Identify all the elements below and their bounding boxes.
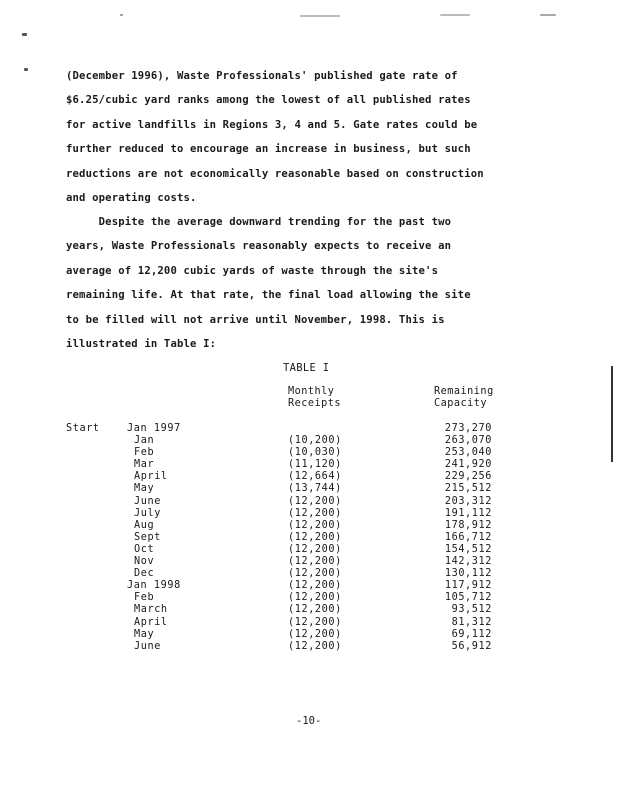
row-remaining-capacity: 178,912 — [444, 519, 492, 531]
scan-artifact — [24, 68, 28, 71]
paragraph-gate-rates — [66, 64, 548, 210]
row-remaining-capacity: 241,920 — [444, 459, 492, 471]
table-row — [0, 447, 630, 459]
row-monthly-receipts: (12,200) — [288, 640, 342, 652]
row-monthly-receipts: (12,200) — [288, 543, 342, 555]
row-remaining-capacity: 203,312 — [444, 495, 492, 507]
row-start-label: Start — [66, 423, 100, 434]
scan-artifact — [120, 14, 123, 16]
row-month: Jan — [134, 435, 155, 447]
row-monthly-receipts: (12,200) — [288, 592, 342, 604]
table-row — [0, 544, 630, 556]
row-monthly-receipts: (12,200) — [288, 519, 342, 531]
row-month: May — [134, 483, 155, 495]
row-monthly-receipts: (10,200) — [288, 435, 342, 447]
capacity-table — [0, 423, 630, 653]
row-monthly-receipts: (12,200) — [288, 507, 342, 519]
text-line: further reduced to encourage an increase in business, but such — [66, 143, 471, 156]
row-month: Oct — [134, 543, 155, 555]
row-remaining-capacity: 215,512 — [444, 483, 492, 495]
row-month: May — [134, 628, 155, 640]
row-monthly-receipts: (13,744) — [288, 483, 342, 495]
row-month: Jan 1997 — [127, 423, 181, 434]
row-remaining-capacity: 81,312 — [451, 616, 492, 628]
table-row — [0, 483, 630, 495]
text-line: reductions are not economically reasonable based on construction — [66, 167, 484, 180]
text-line: remaining life. At that rate, the final load allowing the site — [66, 289, 471, 302]
text-line: years, Waste Professionals reasonably expects to receive an — [66, 240, 452, 253]
table-row — [0, 641, 630, 653]
row-month: Mar — [134, 459, 155, 471]
row-remaining-capacity: 154,512 — [444, 543, 492, 555]
row-monthly-receipts: (12,200) — [288, 616, 342, 628]
text-line: to be filled will not arrive until November, 1998. This is — [66, 313, 445, 326]
text-line: average of 12,200 cubic yards of waste through the site's — [66, 264, 439, 277]
row-monthly-receipts: (12,200) — [288, 556, 342, 568]
row-month: Feb — [134, 447, 155, 459]
table-row — [0, 459, 630, 471]
text-line: (December 1996), Waste Professionals' published gate rate of — [66, 70, 458, 82]
table-row — [0, 435, 630, 447]
row-remaining-capacity: 253,040 — [444, 447, 492, 459]
scan-artifact — [440, 14, 470, 16]
row-month: April — [134, 471, 168, 483]
row-remaining-capacity: 93,512 — [451, 604, 492, 616]
table-row — [0, 423, 630, 435]
table-title: TABLE I — [283, 362, 330, 374]
row-monthly-receipts: (12,200) — [288, 568, 342, 580]
row-remaining-capacity: 273,270 — [444, 423, 492, 434]
column-header-receipts — [288, 386, 341, 410]
row-month: Feb — [134, 592, 155, 604]
table-row — [0, 520, 630, 532]
text-line: illustrated in Table I: — [66, 338, 217, 351]
row-monthly-receipts: (11,120) — [288, 459, 342, 471]
text-line: and operating costs. — [66, 192, 197, 205]
row-remaining-capacity: 56,912 — [451, 640, 492, 652]
paragraph-projection — [66, 210, 548, 356]
row-remaining-capacity: 142,312 — [444, 556, 492, 568]
row-month: Aug — [134, 519, 155, 531]
text-line: for active landfills in Regions 3, 4 and 5. Gate rates could be — [66, 118, 478, 131]
row-monthly-receipts: (10,030) — [288, 447, 342, 459]
row-month: March — [134, 604, 168, 616]
header-line: Monthly — [288, 386, 335, 397]
table-row — [0, 532, 630, 544]
page-number: -10- — [296, 715, 322, 727]
row-month: Jan 1998 — [127, 580, 181, 592]
scan-artifact — [22, 33, 27, 36]
row-month: July — [134, 507, 161, 519]
row-monthly-receipts: (12,200) — [288, 531, 342, 543]
row-remaining-capacity: 117,912 — [444, 580, 492, 592]
table-row — [0, 592, 630, 604]
scan-artifact — [540, 14, 556, 16]
row-month: April — [134, 616, 168, 628]
text-line: $6.25/cubic yard ranks among the lowest of all published rates — [66, 94, 471, 107]
row-month: Sept — [134, 531, 161, 543]
table-row — [0, 617, 630, 629]
row-monthly-receipts: (12,664) — [288, 471, 342, 483]
table-row — [0, 580, 630, 592]
row-monthly-receipts: (12,200) — [288, 580, 342, 592]
header-line: Capacity — [434, 398, 488, 409]
row-remaining-capacity: 130,112 — [444, 568, 492, 580]
row-remaining-capacity: 166,712 — [444, 531, 492, 543]
row-monthly-receipts: (12,200) — [288, 604, 342, 616]
row-remaining-capacity: 263,070 — [444, 435, 492, 447]
table-row — [0, 508, 630, 520]
table-row — [0, 556, 630, 568]
row-month: June — [134, 640, 161, 652]
row-remaining-capacity: 69,112 — [451, 628, 492, 640]
row-monthly-receipts: (12,200) — [288, 495, 342, 507]
row-month: June — [134, 495, 161, 507]
scan-artifact — [300, 15, 340, 17]
row-month: Dec — [134, 568, 155, 580]
header-line: Remaining — [434, 386, 494, 397]
table-row — [0, 471, 630, 483]
table-row — [0, 604, 630, 616]
table-row — [0, 496, 630, 508]
row-remaining-capacity: 105,712 — [444, 592, 492, 604]
table-row — [0, 568, 630, 580]
row-month: Nov — [134, 556, 155, 568]
row-monthly-receipts: (12,200) — [288, 628, 342, 640]
text-line: Despite the average downward trending for the past two — [66, 216, 452, 228]
table-row — [0, 629, 630, 641]
header-line: Receipts — [288, 398, 342, 409]
row-remaining-capacity: 229,256 — [444, 471, 492, 483]
row-remaining-capacity: 191,112 — [444, 507, 492, 519]
column-header-capacity — [434, 386, 494, 410]
margin-mark — [611, 366, 613, 462]
